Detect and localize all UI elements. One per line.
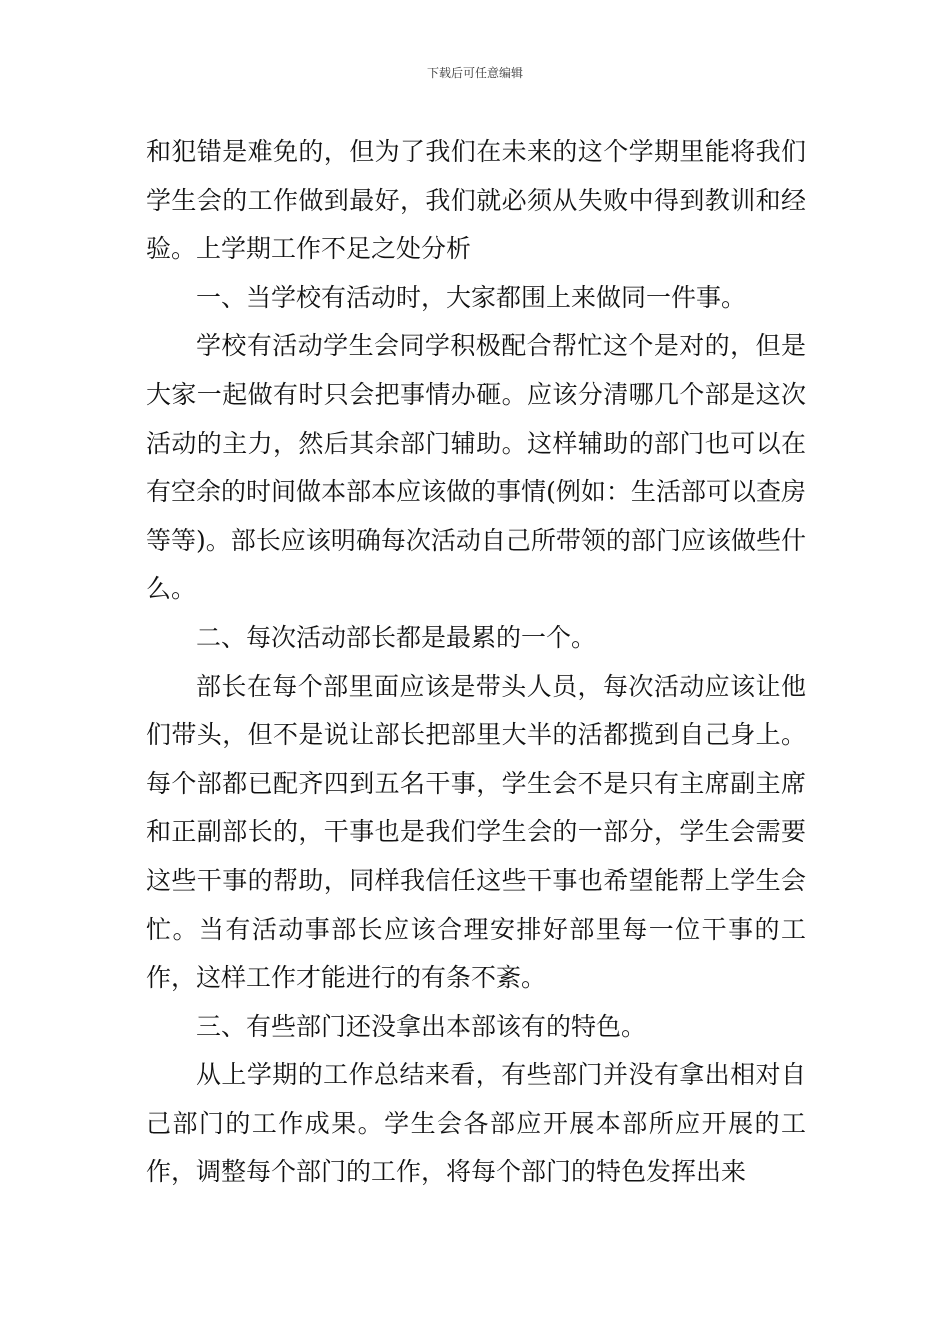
- document-body: [146, 128, 806, 1197]
- paragraph-section-3: 从上学期的工作总结来看，有些部门并没有拿出相对自己部门的工作成果。学生会各部应开展本部所应开展的工作，调整每个部门的工作，将每个部门的特色发挥出来: [146, 1060, 806, 1187]
- section-heading-1: 一、当学校有活动时，大家都围上来做同一件事。: [196, 282, 747, 312]
- paragraph-continuation: 和犯错是难免的，但为了我们在未来的这个学期里能将我们学生会的工作做到最好，我们就必须从失败中得到教训和经验。上学期工作不足之处分析: [146, 137, 806, 264]
- section-heading-2: 二、每次活动部长都是最累的一个。: [196, 622, 597, 652]
- section-heading-3: 三、有些部门还没拿出本部该有的特色。: [196, 1011, 647, 1041]
- paragraph-section-2: 部长在每个部里面应该是带头人员，每次活动应该让他们带头，但不是说让部长把部里大半的活都揽到自己身上。每个部都已配齐四到五名干事，学生会不是只有主席副主席和正副部长的，干事也是我们学生会的一部分，学生会需要这些干事的帮助，同样我信任这些干事也希望能帮上学生会忙。当有活动事部长应该合理安排好部里每一位干事的工作，这样工作才能进行的有条不紊。: [146, 671, 806, 993]
- paragraph-section-1: 学校有活动学生会同学积极配合帮忙这个是对的，但是大家一起做有时只会把事情办砸。应该分清哪几个部是这次活动的主力，然后其余部门辅助。这样辅助的部门也可以在有空余的时间做本部本应该做的事情(例如：生活部可以查房等等)。部长应该明确每次活动自己所带领的部门应该做些什么。: [146, 331, 806, 604]
- page-header-note: 下载后可任意编辑: [426, 66, 523, 80]
